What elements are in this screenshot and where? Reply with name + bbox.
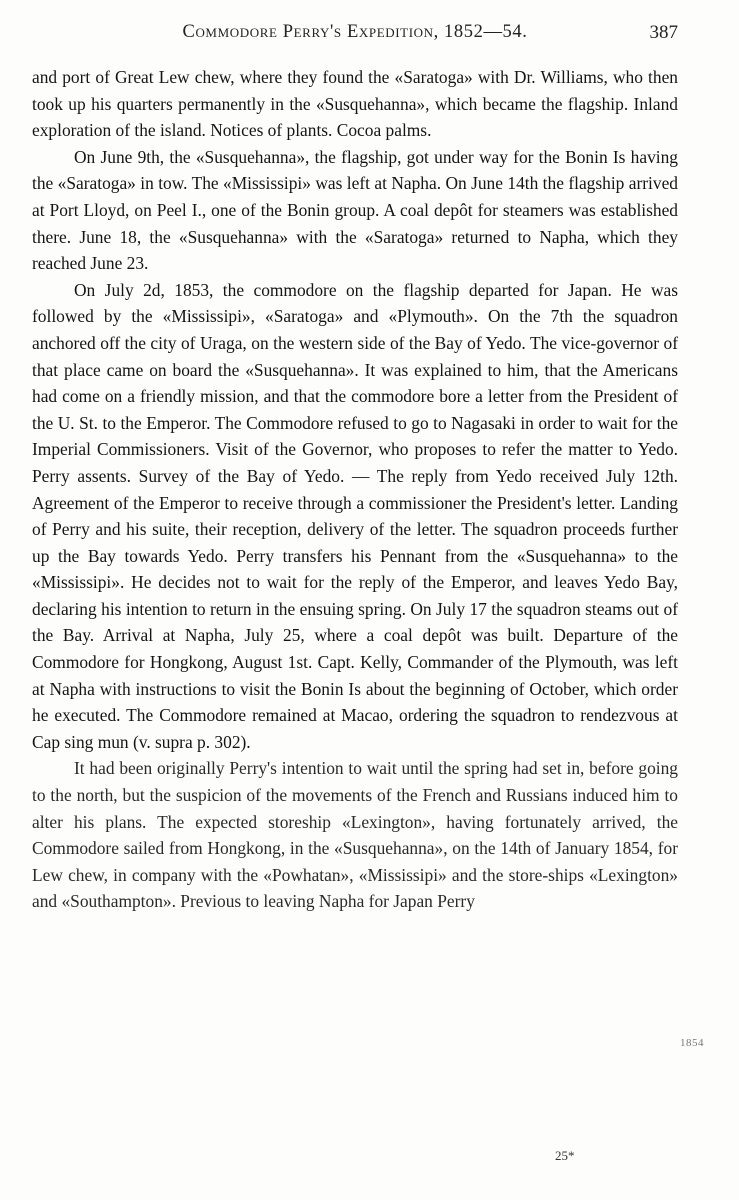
paragraph-second-voyage: It had been originally Perry's intention to wait until the spring had set in, before going to the north, but the suspicion of the movements of the French and Russians induced him to alter his plans. The expected storeship «Lexington», having fortunately arrived, the Commodore sailed from Hongkong, in the «Susquehanna», on the 14th of January 1854, for Lew chew, in company with the «Powhatan», «Mississipi» and the store-ships «Lexington» and «Southampton». Previous to leaving Napha for Japan Perry (32, 758, 678, 912)
paragraph-japan-visit: On July 2d, 1853, the commodore on the flagship departed for Japan. He was followed by the «Mississipi», «Saratoga» and «Plymouth». On the 7th the squadron anchored off the city of Uraga, on the western side of the Bay of Yedo. The vice-governor of that place came on board the «Susquehanna». It was explained to him, that the Americans had come on a friendly mission, and that the commodore bore a letter from the President of the U. St. to the Emperor. The Commodore refused to go to Nagasaki in order to wait for the Imperial Commissioners. Visit of the Governor, who proposes to refer the matter to Yedo. Perry assents. Survey of the Bay of Yedo. — The reply from Yedo received July 12th. Agreement of the Emperor to receive through a commissioner the President's letter. Landing of Perry and his suite, their reception, delivery of the letter. The squadron proceeds further up the Bay towards Yedo. Perry transfers his Pennant from the «Susquehanna» to the «Mississipi». He decides not to wait for the reply of the Emperor, and leaves Yedo Bay, declaring his intention to return in the ensuing spring. On July 17 the squadron steams out of the Bay. Arrival at Napha, July 25, where a coal depôt was built. Departure of the Commodore for Hongkong, August 1st. Capt. Kelly, Commander of the Plymouth, was left at Napha with instructions to visit the Bonin Is about the beginning of October, which order he executed. The Commodore remained at Macao, ordering the squadron to rendezvous at Cap sing mun (v. supra p. 302). (32, 279, 678, 752)
page-number: 387 (649, 22, 678, 43)
body-text (32, 64, 678, 915)
running-title: Commodore Perry's Expedition, 1852—54. (182, 22, 528, 42)
paragraph-continuation: and port of Great Lew chew, where they found the «Saratoga» with Dr. Williams, who then took up his quarters permanently in the «Susquehanna», which became the flagship. Inland exploration of the island. Notices of plants. Cocoa palms. (32, 67, 678, 141)
paragraph-bonin-voyage: On June 9th, the «Susquehanna», the flagship, got under way for the Bonin Is having the «Saratoga» in tow. The «Mississipi» was left at Napha. On June 14th the flagship arrived at Port Lloyd, on Peel I., one of the Bonin group. A coal depôt for steamers was established there. June 18, the «Susquehanna» with the «Saratoga» returned to Napha, which they reached June 23. (32, 146, 678, 274)
printer-signature-mark: 25* (555, 1148, 575, 1163)
running-head (32, 22, 678, 52)
margin-year-note: 1854 (680, 1037, 704, 1049)
